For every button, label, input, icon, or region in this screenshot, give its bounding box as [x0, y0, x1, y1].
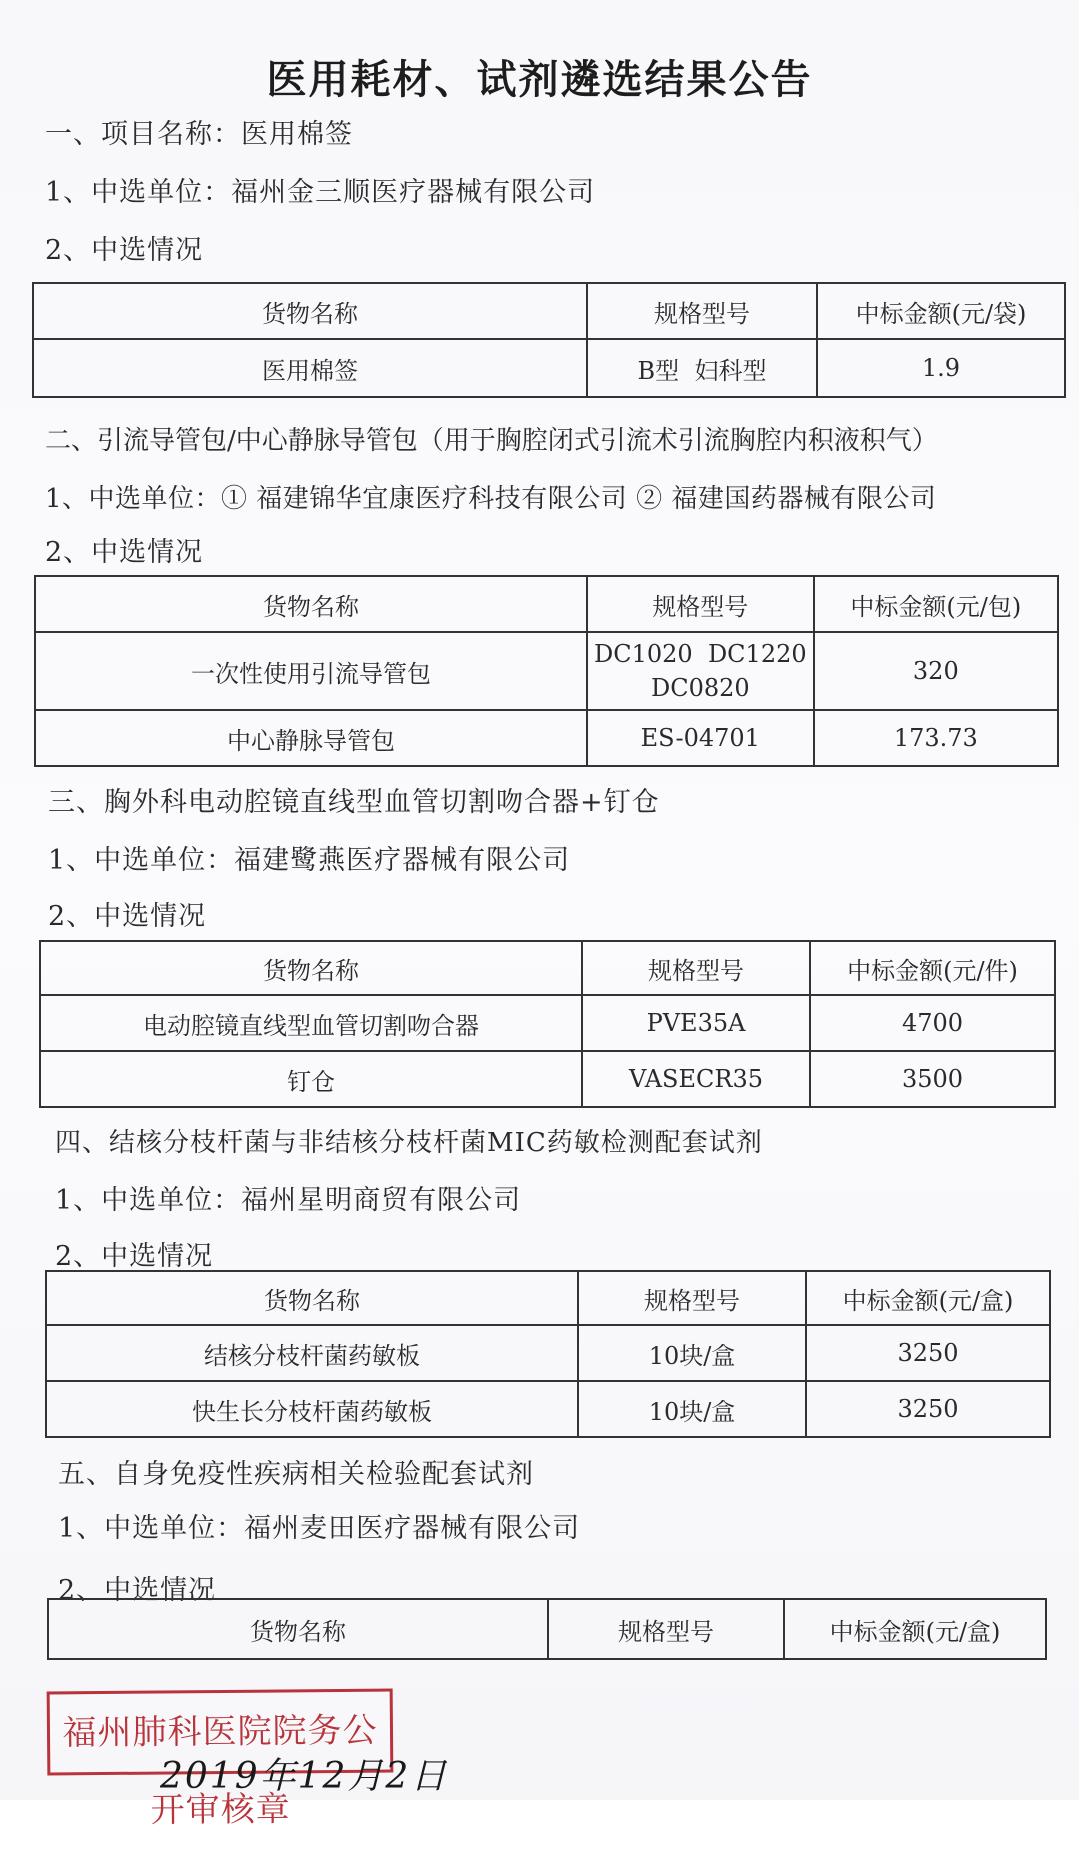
section-5-winner: 1、中选单位：福州麦田医疗器械有限公司 — [58, 1513, 581, 1544]
cell-spec-line-1: DC1020 DC1220 — [594, 640, 807, 668]
header-goods-name: 货物名称 — [46, 1271, 578, 1325]
header-price: 中标金额(元/包) — [814, 576, 1058, 632]
header-goods-name: 货物名称 — [35, 576, 587, 632]
table-header-row — [48, 1599, 1046, 1659]
cell-goods-name: 电动腔镜直线型血管切割吻合器 — [40, 995, 582, 1051]
section-4-table — [45, 1270, 1051, 1438]
header-spec: 规格型号 — [587, 283, 817, 339]
section-3-table — [39, 940, 1056, 1108]
cell-price: 3250 — [806, 1325, 1050, 1381]
header-price: 中标金额(元/盒) — [784, 1599, 1046, 1659]
section-2-heading: 二、引流导管包/中心静脉导管包（用于胸腔闭式引流术引流胸腔内积液积气） — [45, 426, 938, 456]
cell-price: 173.73 — [814, 710, 1058, 766]
section-1-winner: 1、中选单位：福州金三顺医疗器械有限公司 — [45, 177, 596, 208]
section-2-status: 2、中选情况 — [45, 537, 204, 568]
section-1-heading: 一、项目名称：医用棉签 — [45, 119, 353, 150]
header-price: 中标金额(元/件) — [810, 941, 1055, 995]
table-header-row — [46, 1271, 1050, 1325]
cell-price: 320 — [814, 632, 1058, 710]
cell-price: 1.9 — [817, 339, 1065, 397]
table-row — [46, 1381, 1050, 1437]
table-header-row — [33, 283, 1065, 339]
cell-goods-name: 医用棉签 — [33, 339, 587, 397]
table-row — [35, 710, 1058, 766]
section-5-status: 2、中选情况 — [58, 1575, 217, 1606]
header-price: 中标金额(元/袋) — [817, 283, 1065, 339]
cell-spec: 10块/盒 — [578, 1325, 806, 1381]
page-title: 医用耗材、试剂遴选结果公告 — [266, 56, 813, 103]
header-price: 中标金额(元/盒) — [806, 1271, 1050, 1325]
header-spec: 规格型号 — [578, 1271, 806, 1325]
table-row — [35, 632, 1058, 710]
cell-goods-name: 钉仓 — [40, 1051, 582, 1107]
table-row — [33, 339, 1065, 397]
handwritten-date: 2019年12月2日 — [160, 1756, 449, 1797]
section-4-winner: 1、中选单位：福州星明商贸有限公司 — [55, 1185, 522, 1216]
section-3-heading: 三、胸外科电动腔镜直线型血管切割吻合器+钉仓 — [48, 787, 660, 818]
table-header-row — [35, 576, 1058, 632]
cell-spec: 10块/盒 — [578, 1381, 806, 1437]
cell-spec: ES-04701 — [587, 710, 814, 766]
cell-spec: PVE35A — [582, 995, 810, 1051]
cell-spec: B型 妇科型 — [587, 339, 817, 397]
table-row — [40, 1051, 1055, 1107]
cell-price: 3250 — [806, 1381, 1050, 1437]
cell-spec: VASECR35 — [582, 1051, 810, 1107]
header-spec: 规格型号 — [582, 941, 810, 995]
section-4-status: 2、中选情况 — [55, 1241, 214, 1272]
section-2-table — [34, 575, 1059, 767]
header-spec: 规格型号 — [548, 1599, 784, 1659]
section-2-winner: 1、中选单位：① 福建锦华宜康医疗科技有限公司 ② 福建国药器械有限公司 — [45, 484, 937, 514]
header-goods-name: 货物名称 — [33, 283, 587, 339]
section-3-winner: 1、中选单位：福建鹭燕医疗器械有限公司 — [48, 845, 571, 876]
cell-goods-name: 结核分枝杆菌药敏板 — [46, 1325, 578, 1381]
header-spec: 规格型号 — [587, 576, 814, 632]
table-row — [46, 1325, 1050, 1381]
table-header-row — [40, 941, 1055, 995]
section-5-table — [47, 1598, 1047, 1660]
cell-goods-name: 中心静脉导管包 — [35, 710, 587, 766]
table-row — [40, 995, 1055, 1051]
section-1-table — [32, 282, 1066, 398]
header-goods-name: 货物名称 — [48, 1599, 548, 1659]
cell-spec-line-2: DC0820 — [650, 674, 750, 702]
review-stamp: 福州肺科医院院务公开审核章 — [47, 1688, 394, 1775]
header-goods-name: 货物名称 — [40, 941, 582, 995]
cell-goods-name: 快生长分枝杆菌药敏板 — [46, 1381, 578, 1437]
section-4-heading: 四、结核分枝杆菌与非结核分枝杆菌MIC药敏检测配套试剂 — [55, 1128, 763, 1158]
section-3-status: 2、中选情况 — [48, 901, 207, 932]
cell-goods-name: 一次性使用引流导管包 — [35, 632, 587, 710]
section-1-status: 2、中选情况 — [45, 235, 204, 266]
cell-price: 4700 — [810, 995, 1055, 1051]
cell-spec — [587, 632, 814, 710]
section-5-heading: 五、自身免疫性疾病相关检验配套试剂 — [58, 1459, 534, 1490]
cell-price: 3500 — [810, 1051, 1055, 1107]
